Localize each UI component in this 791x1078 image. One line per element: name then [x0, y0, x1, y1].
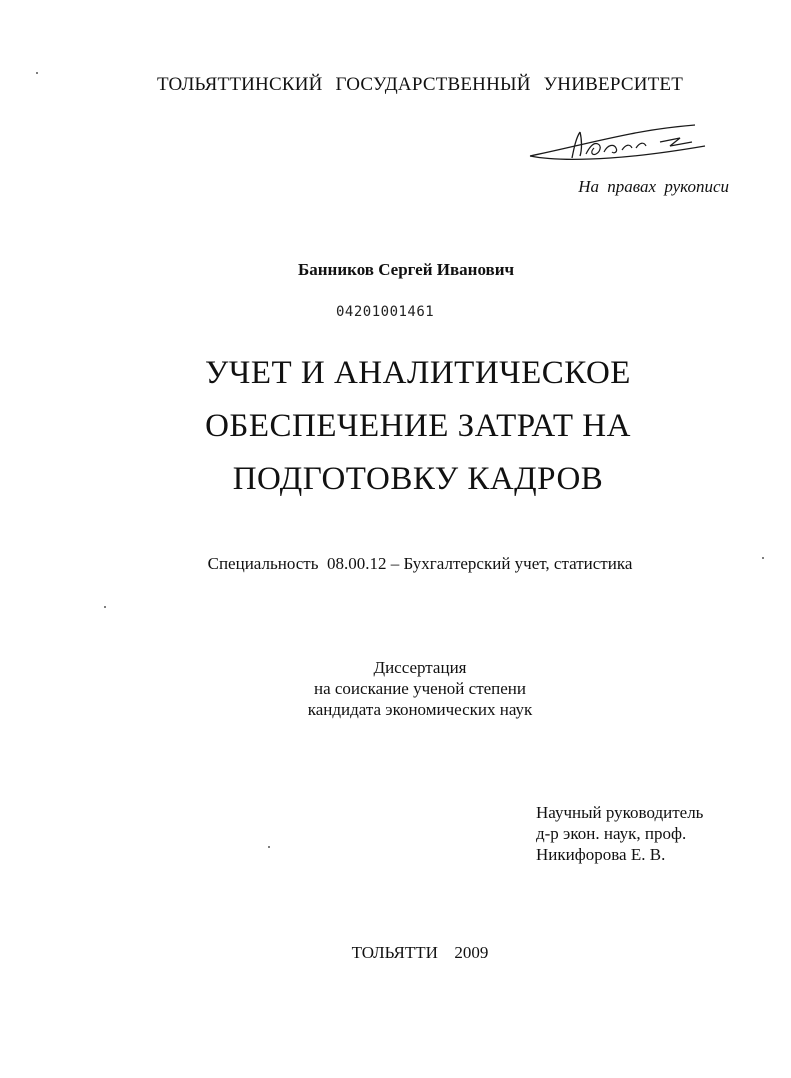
specialty-line: Специальность 08.00.12 – Бухгалтерский учет, статистика — [207, 554, 633, 573]
supervisor-block — [536, 802, 703, 865]
dissertation-title-line-2: ОБЕСПЕЧЕНИЕ ЗАТРАТ НА — [205, 408, 631, 444]
scan-speck — [762, 557, 764, 559]
registration-number: 04201001461 — [336, 304, 435, 320]
signature-icon — [520, 120, 720, 170]
degree-line-3: кандидата экономических наук — [307, 700, 533, 719]
degree-line-2: на соискание ученой степени — [313, 679, 527, 698]
scan-speck — [268, 846, 270, 848]
dissertation-title-line-3: ПОДГОТОВКУ КАДРОВ — [232, 461, 604, 497]
scan-speck — [36, 72, 38, 74]
author-name: Банников Сергей Иванович — [298, 260, 515, 279]
city-year: ТОЛЬЯТТИ 2009 — [351, 943, 489, 962]
university-name: ТОЛЬЯТТИНСКИЙ ГОСУДАРСТВЕННЫЙ УНИВЕРСИТЕТ — [156, 74, 684, 95]
dissertation-title-line-1: УЧЕТ И АНАЛИТИЧЕСКОЕ — [205, 355, 631, 391]
supervisor-degree: д-р экон. наук, проф. — [536, 824, 687, 843]
degree-line-1: Диссертация — [373, 658, 467, 677]
manuscript-note: На правах рукописи — [578, 177, 729, 196]
degree-statement — [240, 657, 600, 720]
supervisor-name: Никифорова Е. В. — [536, 845, 666, 864]
scan-speck — [104, 606, 106, 608]
supervisor-role: Научный руководитель — [536, 803, 704, 822]
